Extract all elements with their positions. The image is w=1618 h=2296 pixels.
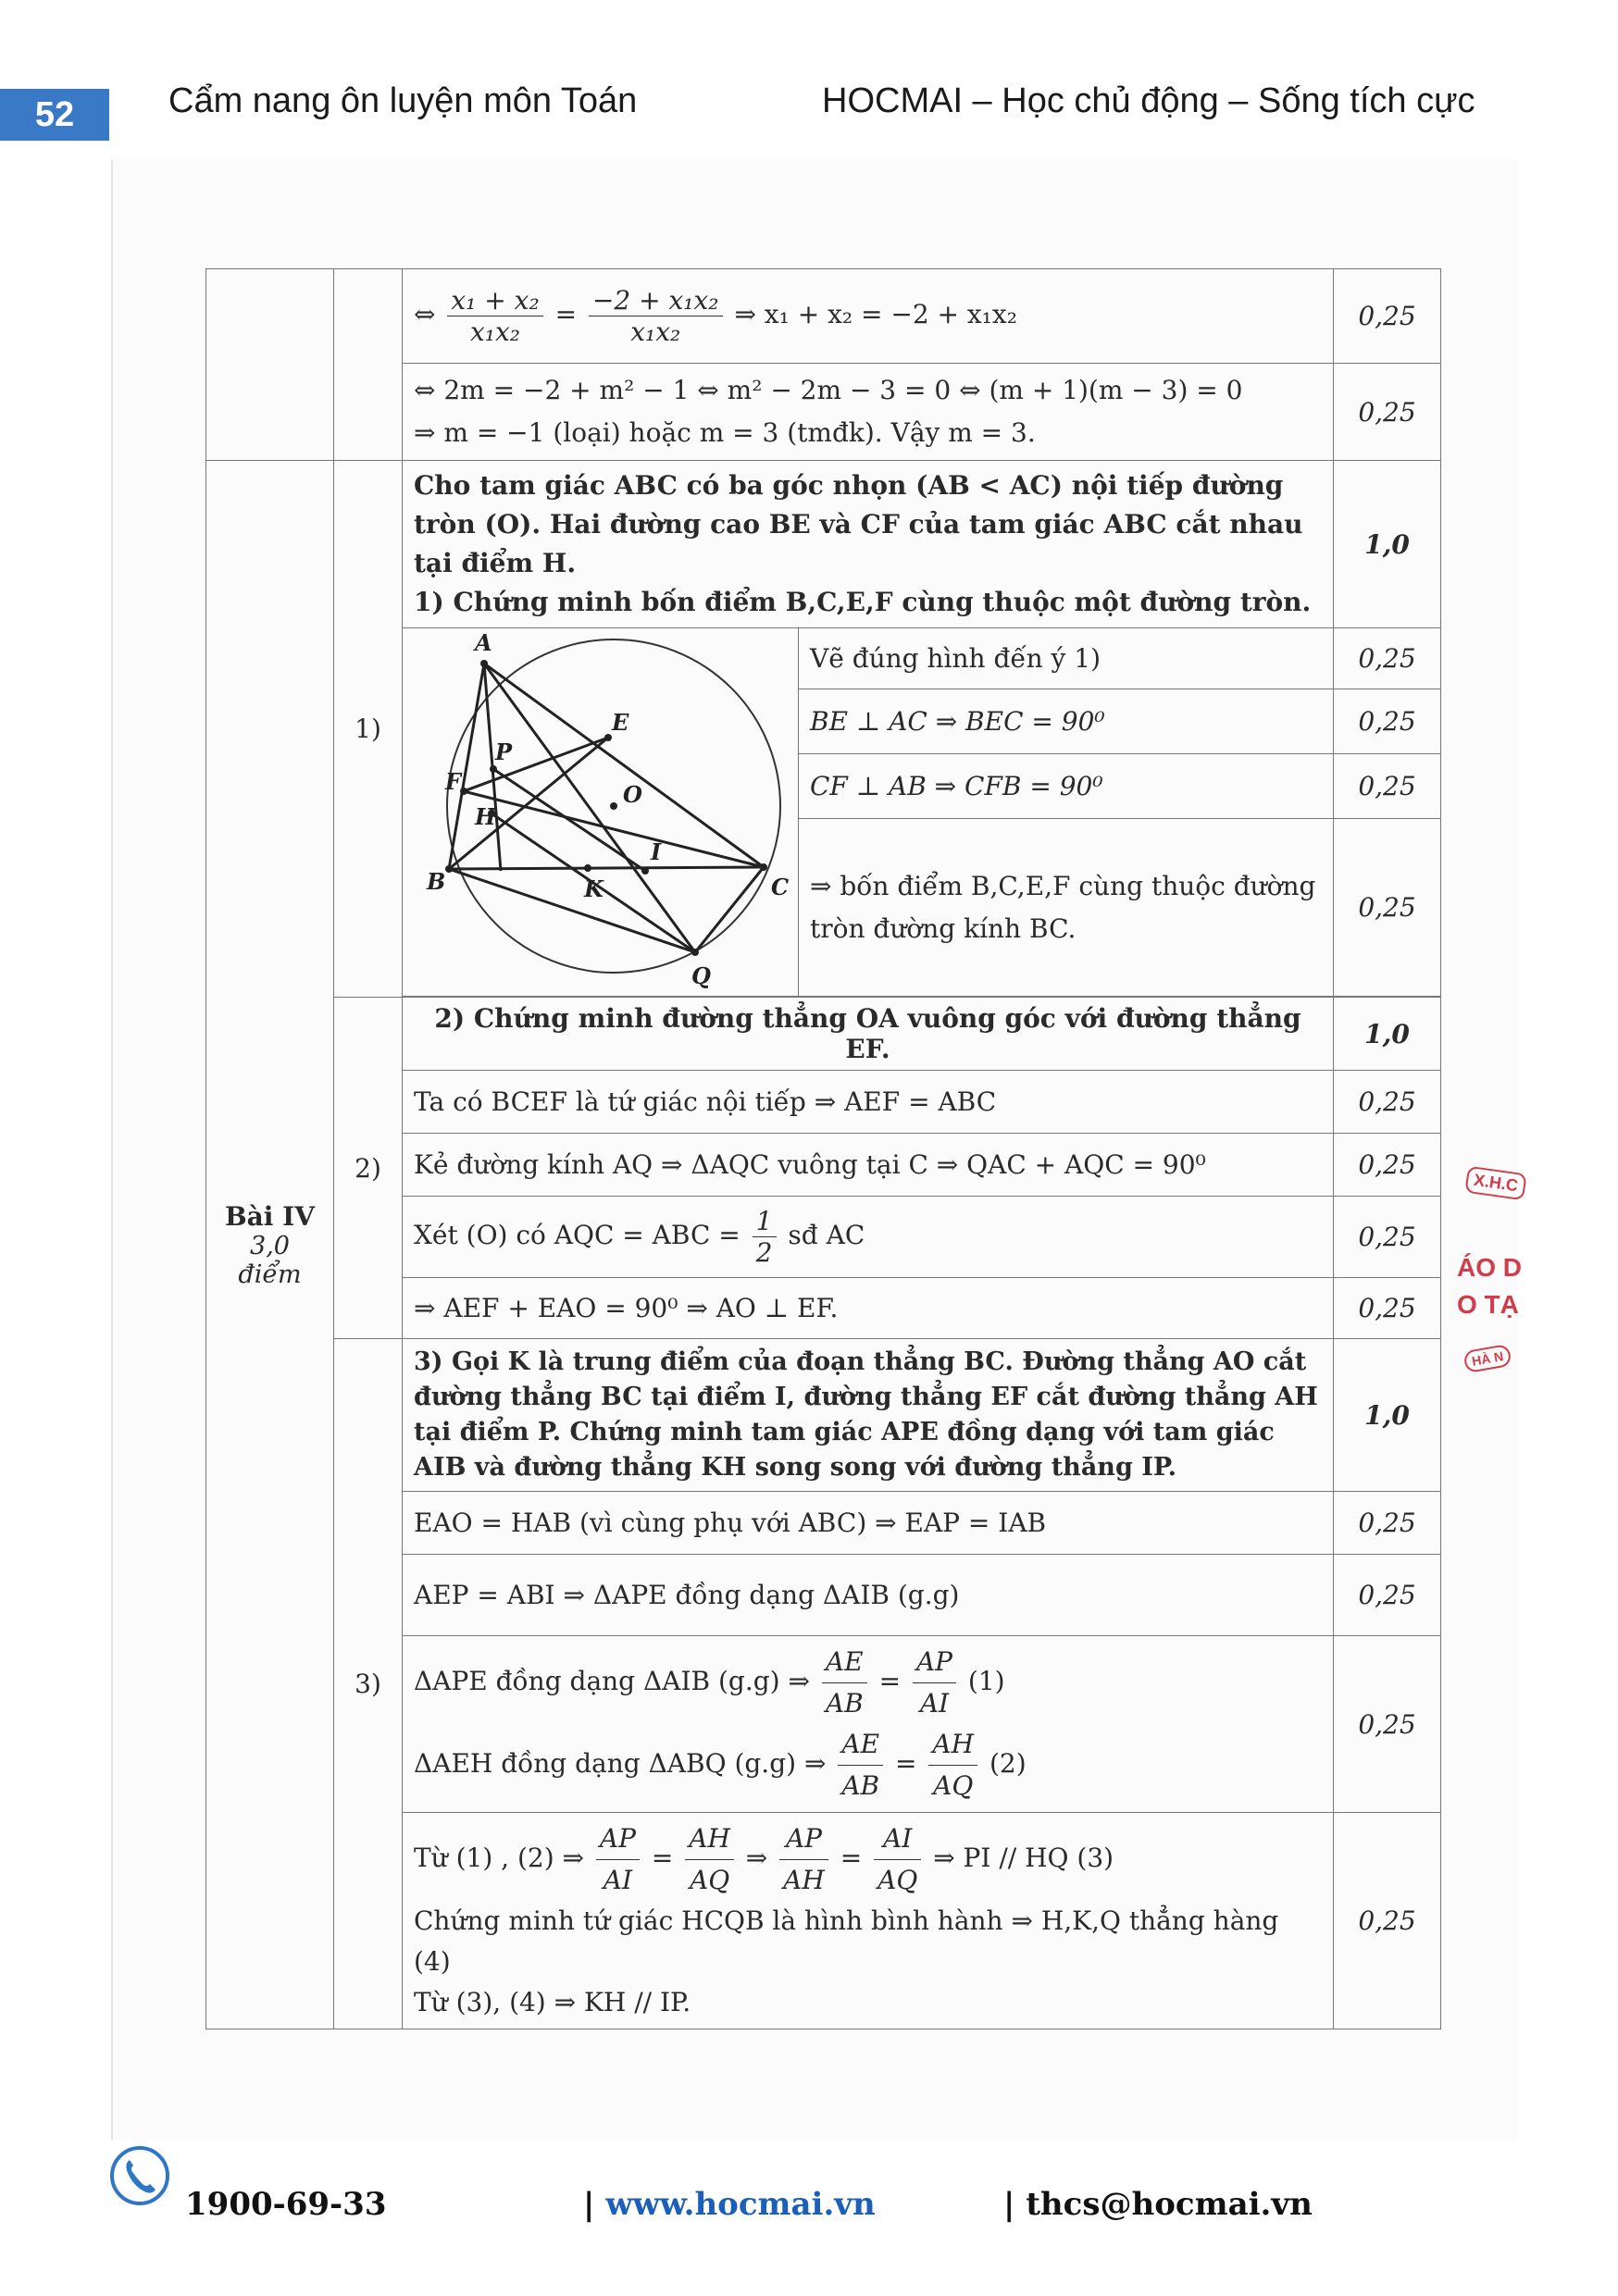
part3-step-4: Từ (1) , (2) ⇒ $\frac{AP}{AI}$ = $\frac{AH}{AQ}$ ⇒ $\frac{AP}{AH}$ = $\frac{AI}{AQ}$ ⇒ PI // HQ (3) Chứng minh tứ giác HCQB là hình bình hành ⇒ H,K,Q thẳng hàng (4) Từ (3), (4) ⇒ KH // IP. [403,1813,1334,2029]
part1-step-3: CF ⊥ AB ⇒ CFB = 90⁰ [799,754,1334,819]
table-row [206,269,1441,364]
label-f: F [445,768,462,795]
fraction: $\frac{AH}{AQ}$ [928,1724,977,1806]
triangle-lines [449,664,764,952]
footer-phone[interactable]: 1900-69-33 [185,2186,387,2223]
part3-step-3: ΔAPE đồng dạng ΔAIB (g.g) ⇒ $\frac{AE}{AB}$ = $\frac{AP}{AI}$ (1) ΔAEH đồng dạng ΔABQ (g.g) ⇒ $\frac{AE}{AB}$ = $\frac{AH}{AQ}$ (2) [403,1636,1334,1813]
bai-cell [206,461,334,2029]
part1-step-2: BE ⊥ AC ⇒ BEC = 90⁰ [799,689,1334,753]
table-row [206,998,1441,1071]
score-cell: 0,25 [1334,1813,1441,2029]
score-cell: 0,25 [1334,689,1441,753]
score-cell: 0,25 [1334,1555,1441,1636]
fraction: $\frac{AH}{AQ}$ [685,1818,734,1901]
footer-website[interactable]: | www.hocmai.vn [583,2186,876,2223]
question-2: 2) Chứng minh đường thẳng OA vuông góc với đường thẳng EF. [403,998,1334,1071]
part2-step-2: Kẻ đường kính AQ ⇒ ΔAQC vuông tại C ⇒ QAC + AQC = 90⁰ [403,1134,1334,1197]
part-label-1: 1) [334,461,403,998]
label-o: O [623,781,642,808]
score-cell: 1,0 [1334,998,1441,1071]
fraction: $\frac{AP}{AI}$ [596,1818,640,1901]
part3-step-2: AEP = ABI ⇒ ΔAPE đồng dạng ΔAIB (g.g) [403,1555,1334,1636]
problem-statement: Cho tam giác ABC có ba góc nhọn (AB < AC) nội tiếp đường tròn (O). Hai đường cao BE và CF của tam giác ABC cắt nhau tại điểm H. 1) Chứng minh bốn điểm B,C,E,F cùng thuộc một đường tròn. [403,461,1334,628]
figure-cell [403,628,799,997]
table-row [206,461,1441,628]
page-number: 52 [34,94,75,134]
geometry-figure [403,628,797,989]
fraction: $\frac{AP}{AI}$ [913,1642,956,1724]
score-cell: 0,25 [1334,754,1441,819]
score-cell: 0,25 [1334,819,1441,997]
label-k: K [584,875,604,902]
part1-step-4: ⇒ bốn điểm B,C,E,F cùng thuộc đường tròn đường kính BC. [799,819,1334,997]
score-cell: 0,25 [1334,269,1441,364]
label-p: P [495,738,513,765]
fraction: $\frac{\text{x₁ + x₂}}{\text{x₁x₂}}$ [447,285,542,347]
score-cell: 1,0 [1334,1339,1441,1492]
phone-icon [109,2145,170,2206]
score-cell: 0,25 [1334,364,1441,461]
header-left-title: Cẩm nang ôn luyện môn Toán [168,81,638,120]
table-row [206,1339,1441,1492]
fraction: $\frac{AP}{AH}$ [779,1818,828,1901]
score-cell: 0,25 [1334,1134,1441,1197]
score-cell: 1,0 [1334,461,1441,628]
label-q: Q [691,962,711,989]
fraction: $\frac{\text{−2 + x₁x₂}}{\text{x₁x₂}}$ [589,285,723,347]
label-h: H [475,803,496,830]
label-i: I [651,838,662,865]
score-cell: 0,25 [1334,1071,1441,1134]
bai-cell-prev [206,269,334,461]
score-cell: 0,25 [1334,628,1441,689]
footer-email[interactable]: | thcs@hocmai.vn [1003,2186,1313,2223]
score-cell: 0,25 [1334,1278,1441,1339]
question-1: 1) Chứng minh bốn điểm B,C,E,F cùng thuộc một đường tròn. [414,587,1312,617]
question-3: 3) Gọi K là trung điểm của đoạn thẳng BC. Đường thẳng AO cắt đường thẳng BC tại điểm I, đường thẳng EF cắt đường thẳng AH tại điểm P. Chứng minh tam giác APE đồng dạng với tam giác AIB và đường thẳng KH song song với đường thẳng IP. [403,1339,1334,1492]
header-right-title: HOCMAI – Học chủ động – Sống tích cực [822,81,1475,120]
email-link[interactable]: thcs@hocmai.vn [1026,2186,1313,2223]
bai-title: Bài IV [224,1200,315,1232]
part2-step-4: ⇒ AEF + EAO = 90⁰ ⇒ AO ⊥ EF. [403,1278,1334,1339]
page-number-badge [0,89,109,141]
part2-step-3: Xét (O) có AQC = ABC = $\frac{1}{2}$ sđ AC [403,1197,1334,1278]
label-b: B [427,868,446,895]
score-cell: 0,25 [1334,1197,1441,1278]
fraction: $\frac{AI}{AQ}$ [874,1818,921,1901]
label-a: A [475,629,492,656]
part-cell-prev [334,269,403,461]
solution-table [205,268,1441,2029]
part2-step-1: Ta có BCEF là tứ giác nội tiếp ⇒ AEF = ABC [403,1071,1334,1134]
prev-step-1: ⇔ $\frac{\text{x₁ + x₂}}{\text{x₁x₂}}$ = $\frac{\text{−2 + x₁x₂}}{\text{x₁x₂}}$ ⇒ x₁ + x₂ = −2 + x₁x₂ [403,269,1334,364]
fraction: $\frac{AE}{AB}$ [822,1642,867,1724]
score-cell: 0,25 [1334,1636,1441,1813]
fraction: $\frac{1}{2}$ [753,1206,777,1268]
prev-step-2: ⇔ 2m = −2 + m² − 1 ⇔ m² − 2m − 3 = 0 ⇔ (m + 1)(m − 3) = 0 ⇒ m = −1 (loại) hoặc m = 3 (tmđk). Vậy m = 3. [403,364,1334,461]
label-c: C [771,874,790,900]
part1-step-1: Vẽ đúng hình đến ý 1) [799,628,1334,689]
part-label-2: 2) [334,998,403,1339]
website-link[interactable]: www.hocmai.vn [605,2186,876,2223]
bai-points: 3,0 điểm [238,1231,302,1289]
part3-step-1: EAO = HAB (vì cùng phụ với ABC) ⇒ EAP = IAB [403,1492,1334,1555]
part-label-3: 3) [334,1339,403,2029]
fraction: $\frac{AE}{AB}$ [838,1724,883,1806]
label-e: E [612,709,629,736]
score-cell: 0,25 [1334,1492,1441,1555]
red-stamp: X.H.C ÁO D O TẠ HÀ N [1444,1148,1527,1388]
